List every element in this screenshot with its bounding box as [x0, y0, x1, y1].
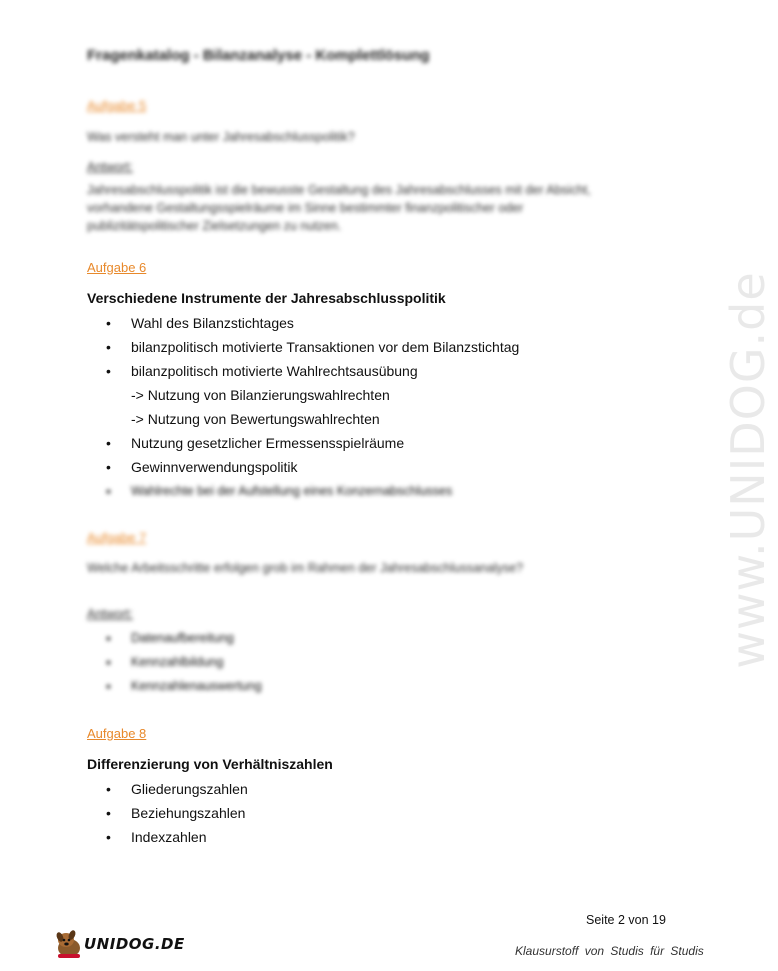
dog-icon: [52, 928, 86, 960]
document-title: Fragenkatalog - Bilanzanalyse - Komplettlösung: [87, 47, 430, 64]
aufgabe8-list: [0, 777, 700, 849]
list-item: • Nutzung gesetzlicher Ermessensspielräume: [106, 435, 405, 451]
unidog-logo: [52, 928, 185, 960]
list-item: • Gewinnverwendungspolitik: [106, 459, 298, 475]
aufgabe7-answer-label: Antwort:: [87, 607, 133, 621]
list-item: • bilanzpolitisch motivierte Wahlrechtsausübung: [106, 363, 418, 379]
page-number: Seite 2 von 19: [586, 913, 666, 927]
list-item: • Gliederungszahlen: [106, 781, 248, 797]
list-subitem: -> Nutzung von Bilanzierungswahlrechten: [131, 387, 390, 403]
list-item: • bilanzpolitisch motivierte Transaktionen vor dem Bilanzstichtag: [106, 339, 520, 355]
answer-line: vorhandene Gestaltungsspielräume im Sinne bestimmter finanzpolitischer oder: [87, 201, 524, 215]
aufgabe8-title: Differenzierung von Verhältniszahlen: [87, 756, 333, 772]
answer-line: Jahresabschlusspolitik ist die bewusste Gestaltung des Jahresabschlusses mit der Absicht,: [87, 183, 591, 197]
list-item: • Datenaufbereitung: [106, 630, 234, 646]
aufgabe5-answer: [87, 181, 647, 235]
watermark: www.UNIDOG.de: [721, 271, 775, 669]
list-item: • Kennzahlenauswertung: [106, 678, 262, 694]
aufgabe8-heading: Aufgabe 8: [87, 726, 147, 741]
aufgabe7-question: Welche Arbeitsschritte erfolgen grob im Rahmen der Jahresabschlussanalyse?: [87, 561, 524, 575]
aufgabe7-heading: Aufgabe 7: [87, 530, 147, 545]
aufgabe6-heading: Aufgabe 6: [87, 260, 147, 275]
list-item: • Kennzahlbildung: [106, 654, 224, 670]
aufgabe5-question: Was versteht man unter Jahresabschlusspolitik?: [87, 130, 355, 144]
answer-line: publizitätspolitischer Zielsetzungen zu nutzen.: [87, 219, 342, 233]
aufgabe6-list: [0, 311, 700, 503]
list-item: • Beziehungszahlen: [106, 805, 246, 821]
aufgabe5-heading: Aufgabe 5: [87, 98, 147, 113]
list-item: • Wahl des Bilanzstichtages: [106, 315, 294, 331]
aufgabe7-list: [0, 626, 700, 698]
footer-tagline: Klausurstoff von Studis für Studis: [515, 944, 704, 958]
list-item-blurred: • Wahlrechte bei der Aufstellung eines Konzernabschlusses: [106, 483, 453, 499]
list-subitem: -> Nutzung von Bewertungswahlrechten: [131, 411, 380, 427]
aufgabe6-title: Verschiedene Instrumente der Jahresabschlusspolitik: [87, 290, 446, 306]
aufgabe5-answer-label: Antwort:: [87, 160, 133, 174]
logo-text: UNIDOG.DE: [84, 935, 185, 953]
list-item: • Indexzahlen: [106, 829, 207, 845]
